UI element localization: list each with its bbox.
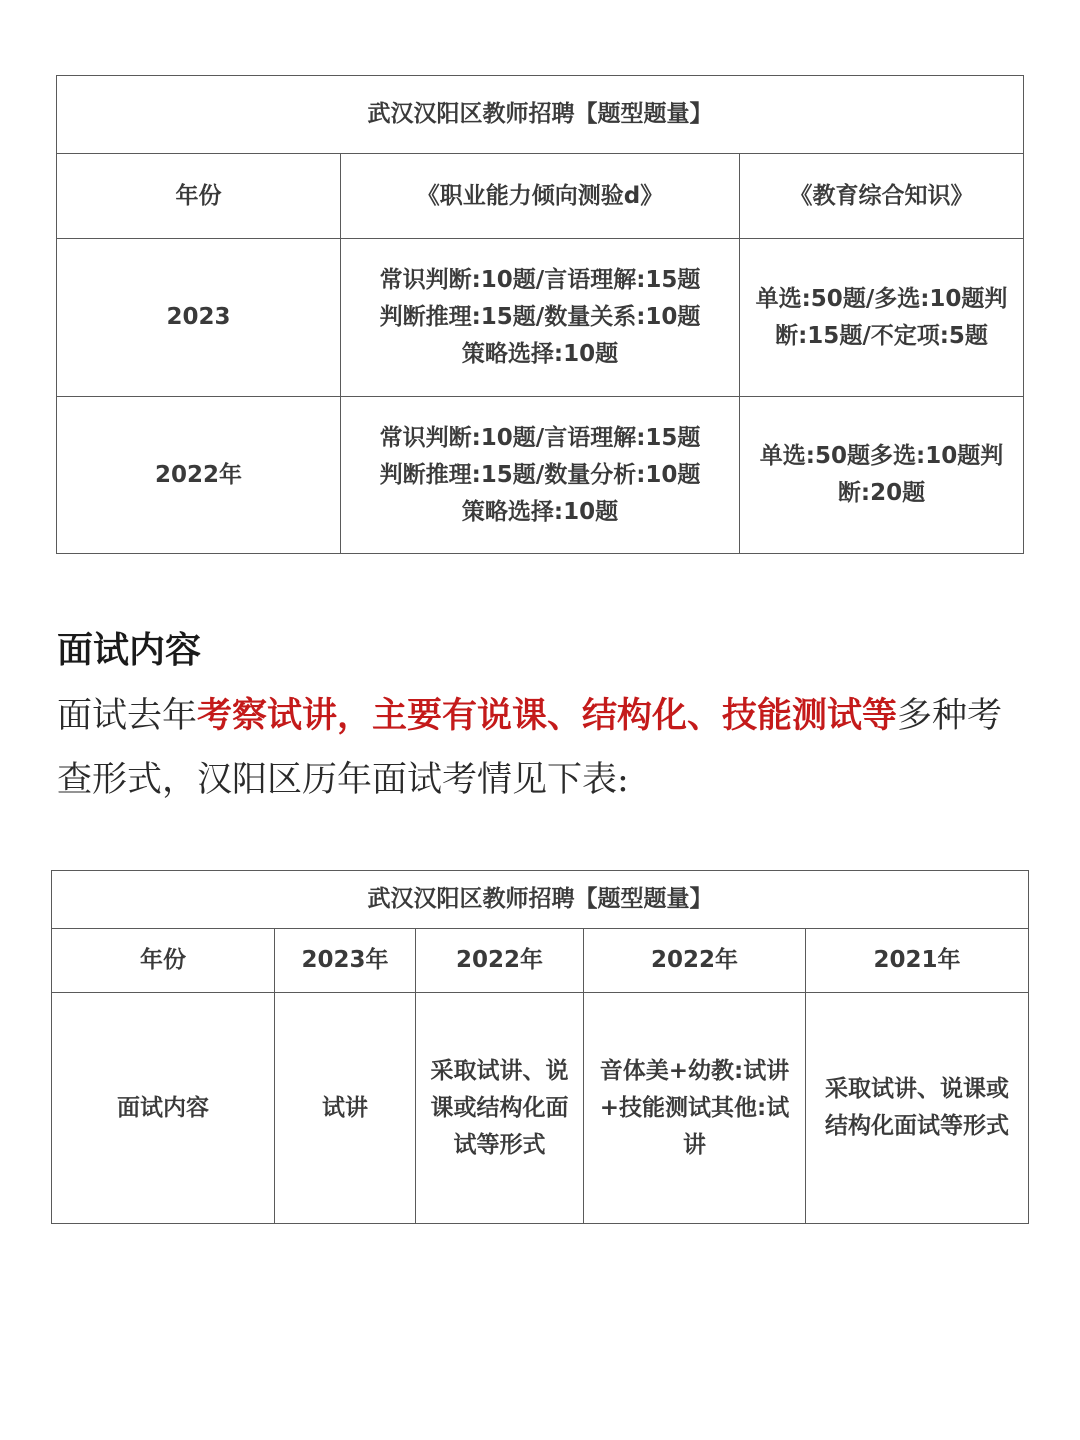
table-title-row <box>57 76 1024 154</box>
cell-line: 试等形式 <box>453 1131 546 1158</box>
interview-cell-2021 <box>806 993 1029 1224</box>
paragraph-highlight: 考察试讲，主要有说课、结构化、技能测试等 <box>197 695 898 736</box>
cell-line: 结构化面试等形式 <box>825 1113 1010 1139</box>
cell-line: 常识判断:10题/言语理解:15题 <box>379 267 701 293</box>
cell-line: 断:20题 <box>837 480 926 506</box>
cell-line: 采取试讲、说 <box>430 1057 569 1084</box>
row-aptitude-cell <box>341 239 740 397</box>
row-year: 2023 <box>57 239 341 397</box>
cell-line: 判断推理:15题/数量关系:10题 <box>379 304 701 330</box>
header-education-knowledge: 《教育综合知识》 <box>740 154 1024 239</box>
cell-line: 采取试讲、说课或 <box>825 1076 1010 1102</box>
cell-line: +技能测试其他:试 <box>599 1094 790 1121</box>
table-row <box>52 993 1029 1224</box>
header-year: 年份 <box>52 929 275 993</box>
row-aptitude-cell <box>341 397 740 554</box>
cell-line: 音体美+幼教:试讲 <box>599 1057 790 1084</box>
table-header-row <box>57 154 1024 239</box>
row-education-cell <box>740 239 1024 397</box>
row-education-cell <box>740 397 1024 554</box>
cell-line: 策略选择:10题 <box>461 498 619 525</box>
row-label: 面试内容 <box>52 993 275 1224</box>
interview-cell-2023 <box>275 993 416 1224</box>
interview-cell-2022-b <box>584 993 806 1224</box>
row-year: 2022年 <box>57 397 341 554</box>
cell-line: 策略选择:10题 <box>461 341 619 367</box>
cell-line: 单选:50题多选:10题判 <box>759 443 1004 469</box>
header-year: 年份 <box>57 154 341 239</box>
section-heading: 面试内容 <box>57 630 202 671</box>
table-title-row <box>52 871 1029 929</box>
table-header-row <box>52 929 1029 993</box>
table-title: 武汉汉阳区教师招聘【题型题量】 <box>52 871 1029 929</box>
header-2022-b: 2022年 <box>584 929 806 993</box>
exam-types-table <box>56 75 1024 554</box>
header-2021: 2021年 <box>806 929 1029 993</box>
interview-cell-2022 <box>416 993 584 1224</box>
table-title: 武汉汉阳区教师招聘【题型题量】 <box>57 76 1024 154</box>
cell-line: 试讲 <box>322 1094 368 1121</box>
cell-line: 判断推理:15题/数量分析:10题 <box>379 461 701 488</box>
cell-line: 断:15题/不定项:5题 <box>775 322 988 349</box>
header-2022: 2022年 <box>416 929 584 993</box>
interview-table <box>51 870 1029 1224</box>
cell-line: 常识判断:10题/言语理解:15题 <box>379 424 701 451</box>
cell-line: 单选:50题/多选:10题判 <box>755 285 1008 312</box>
table-row <box>57 397 1024 554</box>
paragraph-text: 多种考查形式，汉阳区历年面试考情见下表: <box>57 696 1003 800</box>
header-aptitude-test: 《职业能力倾向测验d》 <box>341 154 740 239</box>
cell-line: 讲 <box>683 1131 706 1158</box>
header-2023: 2023年 <box>275 929 416 993</box>
table-row <box>57 239 1024 397</box>
section-paragraph <box>57 684 1027 812</box>
cell-line: 课或结构化面 <box>430 1094 569 1121</box>
paragraph-text: 面试去年 <box>57 696 198 736</box>
